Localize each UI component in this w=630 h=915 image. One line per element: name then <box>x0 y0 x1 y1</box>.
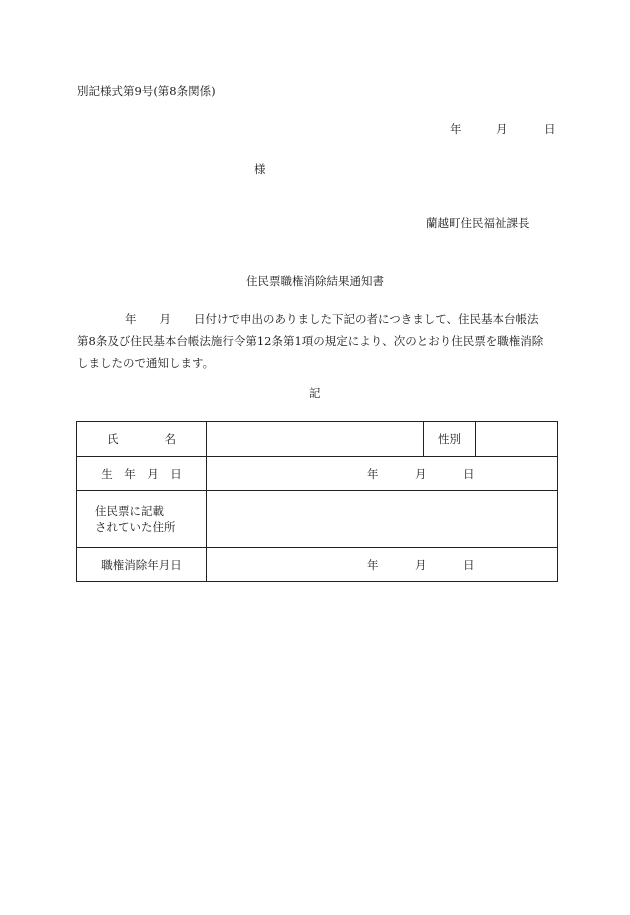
body-line-2: 第8条及び住民基本台帳法施行令第12条第1項の規定により、次のとおり住民票を職権消除 <box>77 334 544 348</box>
body-text <box>77 308 557 374</box>
row-name <box>77 422 558 457</box>
body-line-1: 年 月 日付けで申出のありました下記の者につきまして、住民基本台帳法 <box>125 312 539 326</box>
issue-date-month: 月 <box>496 122 508 136</box>
row-birth-date <box>77 457 558 491</box>
birth-date-day: 日 <box>463 466 475 481</box>
issue-date-year: 年 <box>450 122 462 136</box>
name-label: 氏 名 <box>77 422 207 457</box>
deletion-date-field[interactable] <box>207 548 558 582</box>
birth-date-year: 年 <box>367 466 379 481</box>
row-address <box>77 491 558 548</box>
deletion-date-label: 職権消除年月日 <box>77 548 207 582</box>
deletion-date-year: 年 <box>367 557 379 572</box>
body-line-3: しましたので通知します。 <box>77 356 215 370</box>
deletion-date-day: 日 <box>463 557 475 572</box>
row-deletion-date <box>77 548 558 582</box>
ki-label: 記 <box>309 386 321 400</box>
record-table <box>76 421 558 582</box>
address-label-line-2: されていた住所 <box>95 520 176 534</box>
addressee-honorific: 様 <box>254 162 266 176</box>
birth-date-label: 生 年 月 日 <box>77 457 207 491</box>
document-title: 住民票職権消除結果通知書 <box>246 274 384 288</box>
address-label <box>77 491 207 548</box>
birth-date-field[interactable] <box>207 457 558 491</box>
address-value-field[interactable] <box>207 491 558 548</box>
deletion-date-month: 月 <box>415 557 427 572</box>
gender-value-field[interactable] <box>476 422 558 457</box>
name-value-field[interactable] <box>207 422 424 457</box>
issuer-title: 蘭越町住民福祉課長 <box>426 216 530 230</box>
form-reference: 別記様式第9号(第8条関係) <box>77 84 216 98</box>
gender-label: 性別 <box>424 422 476 457</box>
issue-date-day: 日 <box>544 122 556 136</box>
address-label-line-1: 住民票に記載 <box>95 504 164 518</box>
birth-date-month: 月 <box>415 466 427 481</box>
